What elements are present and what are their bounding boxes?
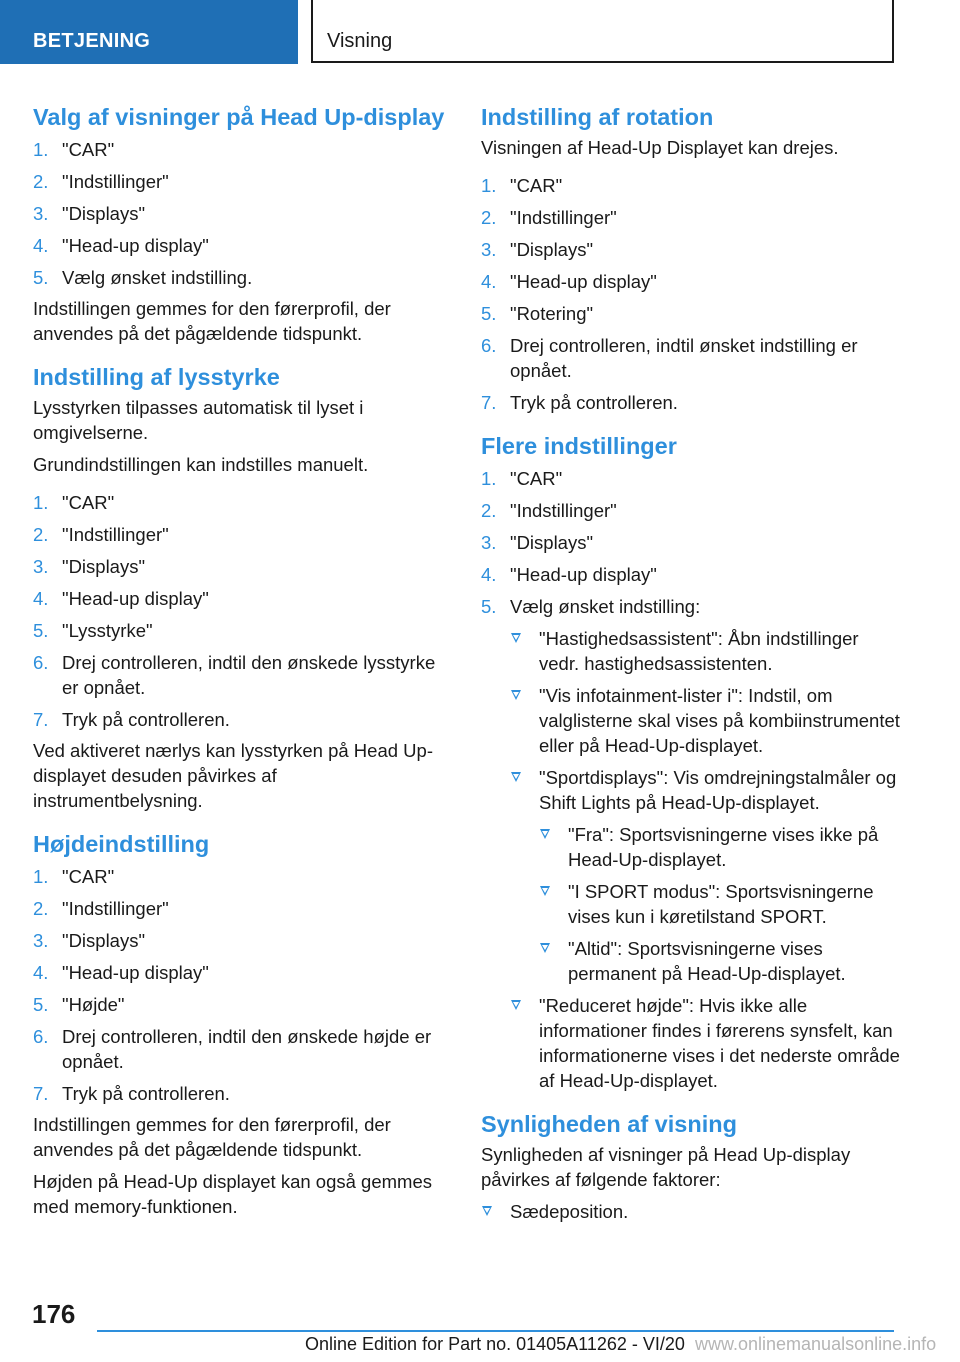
section-heading: Flere indstillinger	[481, 433, 677, 459]
left-column	[33, 103, 448, 1219]
list-item: 3. "Displays"	[481, 239, 594, 260]
bullet-triangle-icon	[511, 1000, 521, 1010]
list-item: "Vis infotainment-lister i": Indstil, om valglisterne skal vises på kombiinstrumentet eller på Head-Up-displayet.	[510, 683, 901, 758]
list-item: 7. Tryk på controlleren.	[481, 392, 678, 413]
list-item: 3. "Displays"	[33, 556, 146, 577]
sub-option-list	[539, 822, 901, 986]
list-item: 4. "Head-up display"	[33, 962, 209, 983]
list-item: 1. "CAR"	[481, 468, 563, 489]
list-item: 1. "CAR"	[33, 139, 115, 160]
paragraph: Højden på Head-Up displayet kan også gemmes med memory-funktionen.	[33, 1171, 432, 1217]
list-item: 4. "Head-up display"	[33, 235, 209, 256]
section-heading: Indstilling af lysstyrke	[33, 364, 280, 390]
list-item: 3. "Displays"	[481, 532, 594, 553]
list-item: 5. "Lysstyrke"	[33, 620, 153, 641]
list-item: 7. Tryk på controlleren.	[33, 709, 230, 730]
bullet-list	[481, 1199, 901, 1224]
list-item: 5. "Rotering"	[481, 303, 594, 324]
section-more-settings	[481, 432, 901, 1093]
section-brightness	[33, 363, 448, 813]
footer-divider	[97, 1330, 894, 1332]
list-item: 5. "Højde"	[33, 994, 125, 1015]
step-list	[33, 137, 448, 290]
paragraph: Lysstyrken tilpasses automatisk til lyset i omgivelserne.	[33, 397, 364, 443]
section-rotation	[481, 103, 901, 415]
list-item: 6. Drej controlleren, indtil ønsket indstilling er opnået.	[481, 335, 858, 381]
bullet-triangle-icon	[540, 886, 550, 896]
list-item: 5. Vælg ønsket indstilling.	[33, 267, 253, 288]
topic-title: Visning	[327, 30, 393, 52]
paragraph: Indstillingen gemmes for den førerprofil, der anvendes på det pågældende tidspunkt.	[33, 298, 391, 344]
list-item: 6. Drej controlleren, indtil den ønskede højde er opnået.	[33, 1026, 432, 1072]
section-heading: Indstilling af rotation	[481, 104, 714, 130]
paragraph: Visningen af Head-Up Displayet kan drejes.	[481, 137, 839, 158]
list-item: "Altid": Sportsvisningerne vises permanent på Head-Up-displayet.	[539, 936, 901, 986]
paragraph: Ved aktiveret nærlys kan lysstyrken på Head Up-displayet desuden påvirkes af instrumentbelysning.	[33, 740, 433, 811]
list-item: 1. "CAR"	[33, 866, 115, 887]
list-item: 6. Drej controlleren, indtil den ønskede lysstyrke er opnået.	[33, 652, 436, 698]
section-heading: Synligheden af visning	[481, 1111, 737, 1137]
topic-tab	[311, 0, 894, 63]
list-item: 1. "CAR"	[33, 492, 115, 513]
list-item: 2. "Indstillinger"	[481, 207, 617, 228]
bullet-triangle-icon	[482, 1206, 492, 1216]
list-item: 7. Tryk på controlleren.	[33, 1083, 230, 1104]
bullet-triangle-icon	[511, 633, 521, 643]
bullet-triangle-icon	[540, 943, 550, 953]
list-item: "I SPORT modus": Sportsvisningerne vises kun i køretilstand SPORT.	[539, 879, 901, 929]
step-list	[33, 490, 448, 732]
list-item: 2. "Indstillinger"	[33, 898, 169, 919]
edition-text: Online Edition for Part no. 01405A11262 - VI/20	[305, 1334, 685, 1354]
section-head-up-selection	[33, 103, 448, 346]
list-item: 4. "Head-up display"	[481, 564, 657, 585]
section-height	[33, 830, 448, 1219]
section-heading: Valg af visninger på Head Up-display	[33, 104, 445, 130]
bullet-triangle-icon	[511, 772, 521, 782]
list-item: "Sportdisplays": Vis omdrejningstalmåler og Shift Lights på Head-Up-displayet. "Fra": Sportsvisningerne vises ikke på Head-Up-displayet. "I SPORT modus": Sportsvisningerne vises kun i køretilstand SPORT. "Altid": Sportsvisningerne vises permanent på Head-Up-displayet.	[510, 765, 901, 986]
list-item: Sædeposition.	[481, 1199, 901, 1224]
list-item: 2. "Indstillinger"	[33, 524, 169, 545]
list-item: 2. "Indstillinger"	[33, 171, 169, 192]
list-item: 3. "Displays"	[33, 930, 146, 951]
paragraph: Indstillingen gemmes for den førerprofil, der anvendes på det pågældende tidspunkt.	[33, 1114, 391, 1160]
list-item: 5. Vælg ønsket indstilling: "Hastighedsassistent": Åbn indstillinger vedr. hastighedsassistenten. "Vis infotainment-lister i": Indstil, om valglisterne skal vises på kombiinstrumentet eller på Head-Up-displayet. "Sportdisplays": Vis omdrejningstalmåler og Shift Lights på Head-Up-displayet. "Fra": Sportsvisningerne vises ikke på Head-Up-displayet. "I SPORT modus": Sportsvisningerne vises kun i køretilstand SPORT. "Altid": Sportsvisningerne vises permanent på Head-Up-displayet. "Reduceret højde": Hvis ikke alle informationer findes i førerens synsfelt, kan informationerne vises i det nederste område af Head-Up-displayet.	[481, 596, 900, 1091]
step-list	[33, 864, 448, 1106]
section-visibility	[481, 1110, 901, 1224]
paragraph: Synligheden af visninger på Head Up-display påvirkes af følgende faktorer:	[481, 1144, 851, 1190]
section-tab	[0, 0, 298, 64]
right-column	[481, 103, 901, 1224]
paragraph: Grundindstillingen kan indstilles manuelt.	[33, 454, 369, 475]
option-list	[510, 626, 901, 1093]
section-title: BETJENING	[33, 30, 151, 52]
bullet-triangle-icon	[511, 690, 521, 700]
list-item: 2. "Indstillinger"	[481, 500, 617, 521]
list-item: 4. "Head-up display"	[481, 271, 657, 292]
step-list	[481, 173, 901, 415]
list-item: 4. "Head-up display"	[33, 588, 209, 609]
section-heading: Højdeindstilling	[33, 831, 210, 857]
list-item: "Reduceret højde": Hvis ikke alle informationer findes i førerens synsfelt, kan informationerne vises i det nederste område af Head-Up-displayet.	[510, 993, 901, 1093]
list-item: "Hastighedsassistent": Åbn indstillinger vedr. hastighedsassistenten.	[510, 626, 901, 676]
step-list	[481, 466, 901, 1093]
page-number: 176	[32, 1299, 76, 1329]
list-item: "Fra": Sportsvisningerne vises ikke på Head-Up-displayet.	[539, 822, 901, 872]
list-item: 3. "Displays"	[33, 203, 146, 224]
watermark-link[interactable]: www.onlinemanualsonline.info	[695, 1334, 937, 1354]
bullet-triangle-icon	[540, 829, 550, 839]
list-item: 1. "CAR"	[481, 175, 563, 196]
